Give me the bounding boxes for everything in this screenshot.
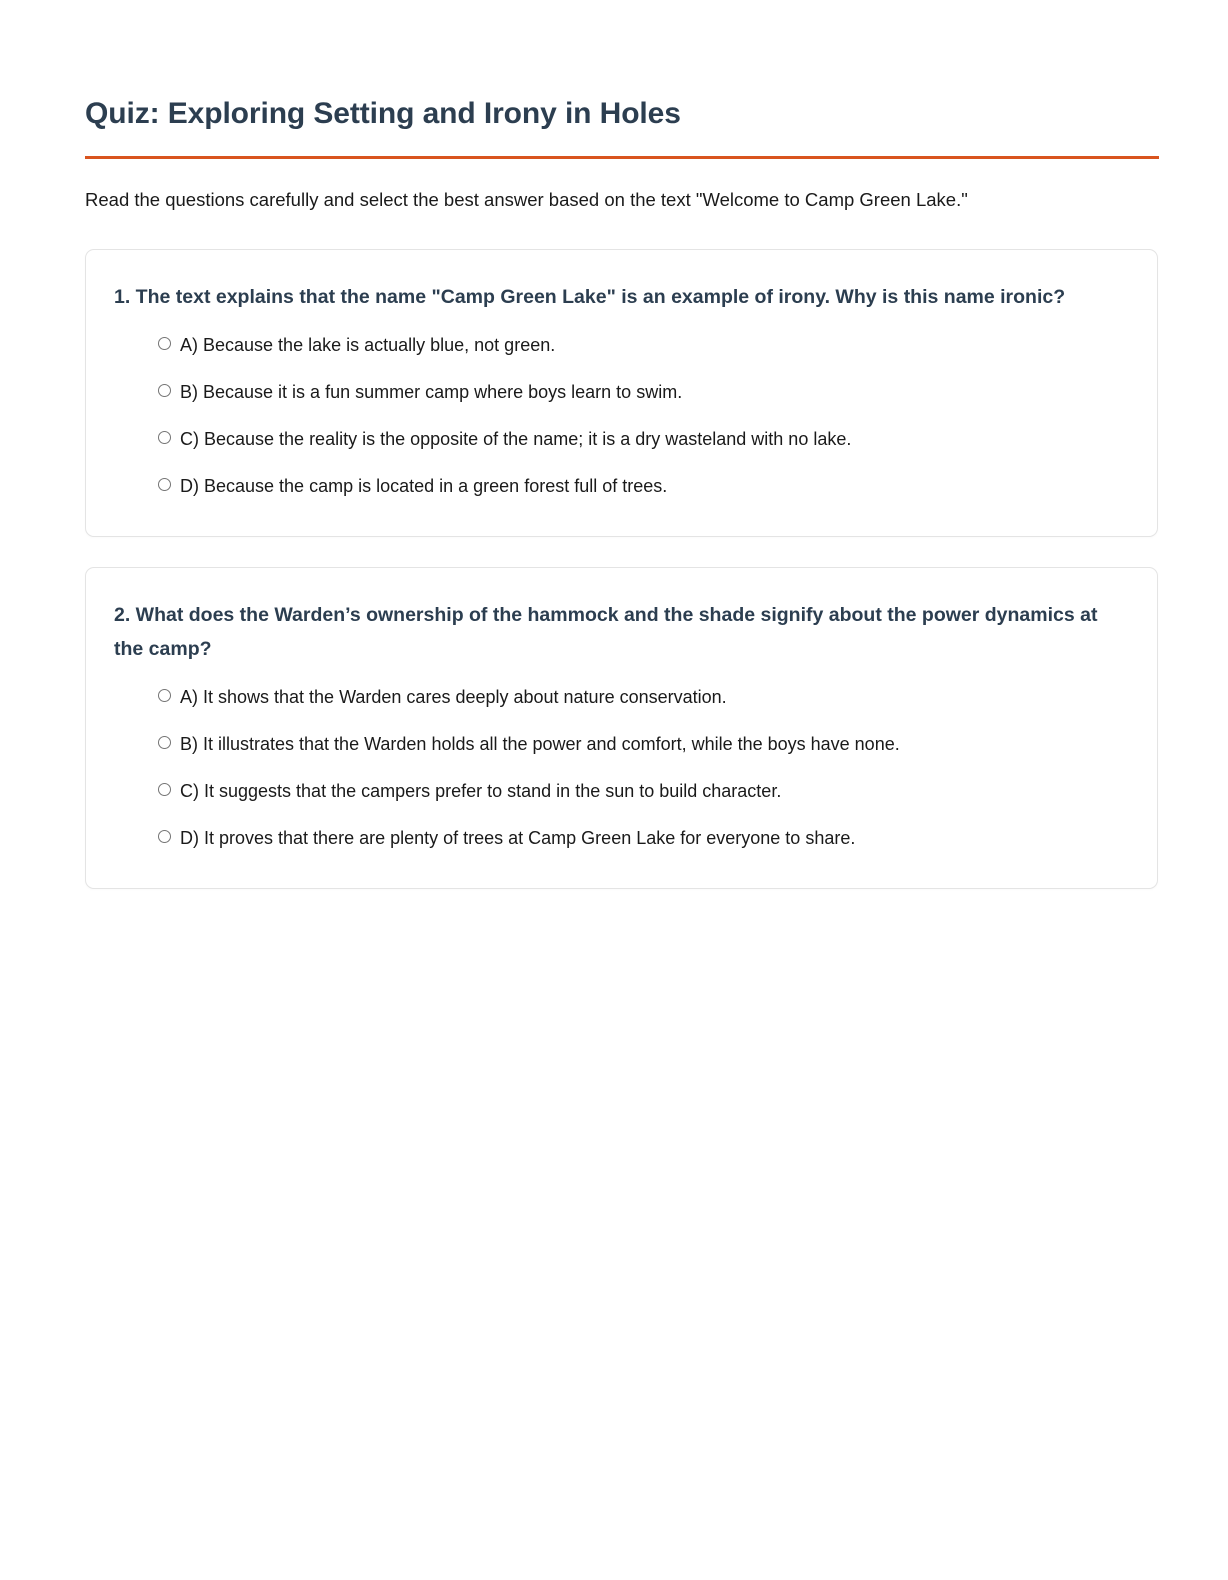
answer-option-label: D) Because the camp is located in a green forest full of trees. [180, 476, 668, 496]
answer-options [114, 332, 1129, 500]
radio-button-icon[interactable] [158, 830, 171, 843]
answer-option[interactable] [158, 825, 1129, 852]
answer-option-label: D) It proves that there are plenty of trees at Camp Green Lake for everyone to share. [180, 828, 856, 849]
radio-button-icon[interactable] [158, 783, 171, 796]
answer-options [114, 684, 1129, 852]
quiz-instructions: Read the questions carefully and select the best answer based on the text "Welcome to Camp Green Lake." [85, 188, 968, 210]
title-divider [85, 156, 1159, 159]
answer-option-label: A) Because the lake is actually blue, not green. [180, 335, 556, 355]
answer-option-label: C) Because the reality is the opposite of the name; it is a dry wasteland with no lake. [180, 429, 852, 449]
answer-option[interactable] [158, 684, 1129, 711]
answer-option[interactable] [158, 379, 1129, 406]
answer-option[interactable] [158, 473, 1129, 500]
page-title: Quiz: Exploring Setting and Irony in Holes [85, 97, 681, 130]
answer-option[interactable] [158, 426, 1129, 453]
question-prompt: 2. What does the Warden’s ownership of the hammock and the shade signify about the power dynamics at the camp? [114, 604, 1098, 661]
question-prompt: 1. The text explains that the name "Camp Green Lake" is an example of irony. Why is this name ironic? [114, 285, 1066, 308]
answer-option[interactable] [158, 778, 1129, 805]
answer-option-label: B) Because it is a fun summer camp where boys learn to swim. [180, 382, 683, 402]
radio-button-icon[interactable] [158, 689, 171, 702]
radio-button-icon[interactable] [158, 431, 171, 444]
radio-button-icon[interactable] [158, 736, 171, 749]
answer-option-label: C) It suggests that the campers prefer to stand in the sun to build character. [180, 781, 782, 802]
radio-button-icon[interactable] [158, 337, 171, 350]
question-card [85, 567, 1158, 889]
question-list [85, 249, 1160, 889]
question-card [85, 249, 1158, 537]
answer-option-label: B) It illustrates that the Warden holds all the power and comfort, while the boys have none. [180, 734, 900, 755]
radio-button-icon[interactable] [158, 384, 171, 397]
radio-button-icon[interactable] [158, 478, 171, 491]
answer-option[interactable] [158, 332, 1129, 359]
answer-option-label: A) It shows that the Warden cares deeply about nature conservation. [180, 687, 727, 708]
answer-option[interactable] [158, 731, 1129, 758]
